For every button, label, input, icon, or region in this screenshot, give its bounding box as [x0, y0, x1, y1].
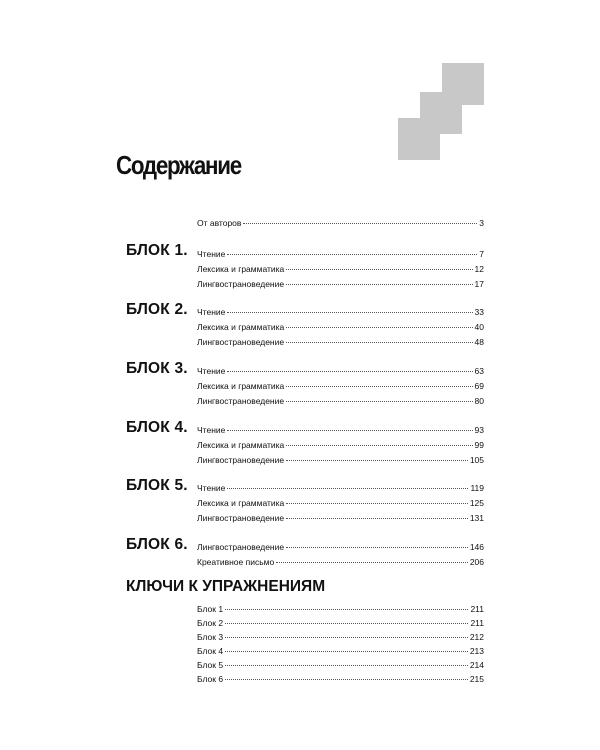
toc-entry-page: 131 — [469, 513, 484, 523]
leader-dots — [286, 401, 472, 402]
toc-entry-page: 93 — [474, 425, 484, 435]
toc-entry-page: 206 — [469, 557, 484, 567]
toc-entry — [197, 541, 484, 553]
toc-entry — [197, 217, 484, 229]
toc-entry-page: 125 — [469, 498, 484, 508]
block-heading: БЛОК 4. — [126, 419, 188, 436]
leader-dots — [286, 342, 472, 343]
keys-heading: КЛЮЧИ К УПРАЖНЕНИЯМ — [126, 578, 326, 595]
leader-dots — [243, 223, 477, 224]
toc-entry-page: 17 — [474, 279, 484, 289]
toc-entry — [197, 278, 484, 290]
leader-dots — [286, 327, 472, 328]
leader-dots — [225, 609, 468, 610]
toc-entry-title: Лексика и грамматика — [197, 322, 285, 332]
toc-entry — [197, 603, 484, 615]
toc-entry — [197, 395, 484, 407]
toc-entry-title: Чтение — [197, 483, 226, 493]
toc-entry-page: 212 — [469, 632, 484, 642]
toc-entry-title: Лингвострановедение — [197, 396, 285, 406]
toc-entry-page: 69 — [474, 381, 484, 391]
leader-dots — [227, 312, 472, 313]
leader-dots — [286, 386, 472, 387]
toc-entry-title: Лингвострановедение — [197, 513, 285, 523]
toc-entry-page: 215 — [469, 674, 484, 684]
toc-entry — [197, 439, 484, 451]
toc-entry-title: Блок 2 — [197, 618, 224, 628]
toc-entry-page: 146 — [469, 542, 484, 552]
toc-entry-page: 33 — [474, 307, 484, 317]
toc-entry — [197, 617, 484, 629]
toc-entry-title: Лексика и грамматика — [197, 440, 285, 450]
toc-entry-page: 48 — [474, 337, 484, 347]
toc-entry-title: Блок 6 — [197, 674, 224, 684]
toc-entry — [197, 497, 484, 509]
toc-entry-page: 80 — [474, 396, 484, 406]
toc-entry-page: 3 — [479, 218, 484, 228]
leader-dots — [227, 488, 468, 489]
toc-entry — [197, 365, 484, 377]
toc-entry-title: Лингвострановедение — [197, 337, 285, 347]
toc-entry — [197, 659, 484, 671]
toc-entry-title: Чтение — [197, 307, 226, 317]
leader-dots — [227, 430, 472, 431]
leader-dots — [225, 637, 468, 638]
toc-entry-title: Блок 5 — [197, 660, 224, 670]
page-title: Содержание — [116, 150, 241, 180]
toc-entry-title: Лингвострановедение — [197, 542, 285, 552]
toc-entry-title: Лексика и грамматика — [197, 264, 285, 274]
toc-entry-page: 214 — [469, 660, 484, 670]
leader-dots — [227, 254, 477, 255]
toc-entry-page: 63 — [474, 366, 484, 376]
block-heading: БЛОК 2. — [126, 301, 188, 318]
toc-entry-page: 40 — [474, 322, 484, 332]
toc-entry — [197, 380, 484, 392]
leader-dots — [286, 547, 468, 548]
toc-entry-page: 105 — [469, 455, 484, 465]
toc-entry — [197, 454, 484, 466]
decorative-square — [398, 118, 440, 160]
toc-entry-page: 99 — [474, 440, 484, 450]
leader-dots — [225, 679, 468, 680]
toc-entry — [197, 631, 484, 643]
toc-entry-title: Лексика и грамматика — [197, 381, 285, 391]
toc-entry-title: Чтение — [197, 249, 226, 259]
toc-entry-page: 213 — [469, 646, 484, 656]
block-heading: БЛОК 5. — [126, 477, 188, 494]
toc-entry-title: Чтение — [197, 366, 226, 376]
toc-entry-page: 119 — [470, 483, 484, 493]
toc-entry-title: Лингвострановедение — [197, 455, 285, 465]
leader-dots — [286, 518, 468, 519]
leader-dots — [286, 445, 472, 446]
toc-entry-page: 7 — [479, 249, 484, 259]
toc-entry-title: Креативное письмо — [197, 557, 275, 567]
toc-entry-title: От авторов — [197, 218, 242, 228]
leader-dots — [286, 284, 472, 285]
toc-entry — [197, 306, 484, 318]
leader-dots — [286, 460, 468, 461]
leader-dots — [225, 651, 468, 652]
toc-entry-title: Блок 3 — [197, 632, 224, 642]
toc-entry-page: 12 — [474, 264, 484, 274]
toc-entry — [197, 263, 484, 275]
toc-entry-title: Блок 1 — [197, 604, 224, 614]
toc-entry-title: Лексика и грамматика — [197, 498, 285, 508]
toc-entry-title: Чтение — [197, 425, 226, 435]
toc-entry — [197, 556, 484, 568]
leader-dots — [225, 665, 468, 666]
toc-entry-page: 211 — [470, 618, 484, 628]
toc-entry — [197, 424, 484, 436]
block-heading: БЛОК 6. — [126, 536, 188, 553]
toc-entry — [197, 512, 484, 524]
toc-entry — [197, 248, 484, 260]
toc-entry-title: Лингвострановедение — [197, 279, 285, 289]
toc-entry — [197, 645, 484, 657]
leader-dots — [227, 371, 472, 372]
toc-entry-title: Блок 4 — [197, 646, 224, 656]
leader-dots — [225, 623, 468, 624]
toc-entry — [197, 336, 484, 348]
leader-dots — [286, 269, 472, 270]
toc-entry-page: 211 — [470, 604, 484, 614]
toc-entry — [197, 482, 484, 494]
leader-dots — [276, 562, 468, 563]
block-heading: БЛОК 3. — [126, 360, 188, 377]
toc-entry — [197, 673, 484, 685]
block-heading: БЛОК 1. — [126, 242, 188, 259]
toc-entry — [197, 321, 484, 333]
leader-dots — [286, 503, 468, 504]
